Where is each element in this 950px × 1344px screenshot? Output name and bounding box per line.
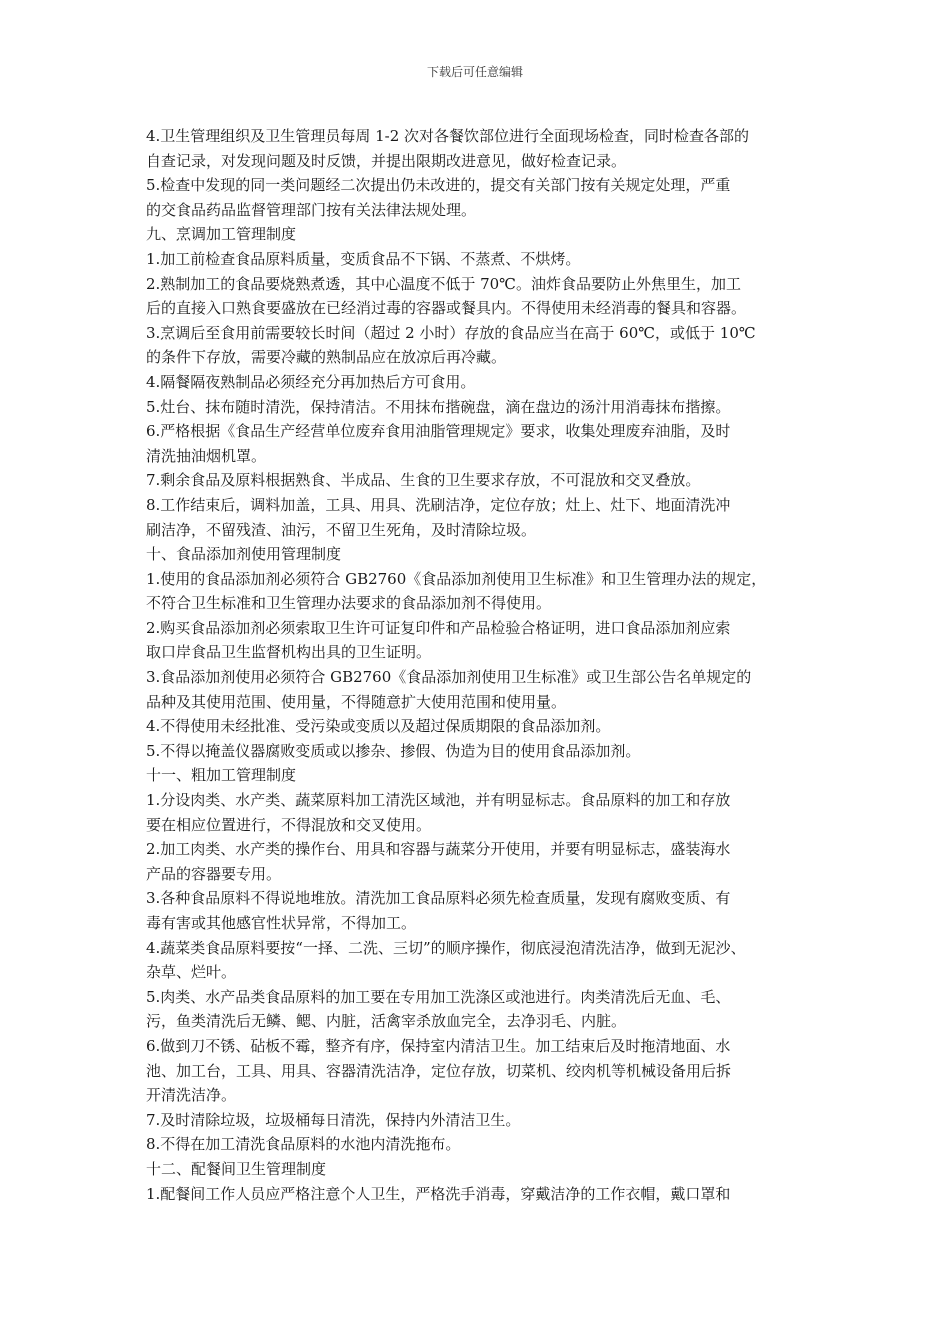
- text-line: 7.剩余食品及原料根据熟食、半成品、生食的卫生要求存放，不可混放和交叉叠放。: [146, 471, 701, 490]
- text-line: 6.严格根据《食品生产经营单位废弃食用油脂管理规定》要求，收集处理废弃油脂，及时: [146, 422, 731, 441]
- text-line: 的条件下存放，需要冷藏的熟制品应在放凉后再冷藏。: [146, 348, 507, 367]
- text-line: 1.使用的食品添加剂必须符合 GB2760《食品添加剂使用卫生标准》和卫生管理办法的规定，: [146, 569, 767, 588]
- text-line: 九、烹调加工管理制度: [146, 225, 297, 244]
- text-line: 4.蔬菜类食品原料要按“一择、二洗、三切”的顺序操作，彻底浸泡清洗洁净，做到无泥沙、: [146, 938, 746, 957]
- text-line: 5.灶台、抹布随时清洗，保持清洁。不用抹布揩碗盘，滴在盘边的汤汁用消毒抹布揩擦。: [146, 397, 731, 416]
- text-line: 1.加工前检查食品原料质量，变质食品不下锅、不蒸煮、不烘烤。: [146, 249, 581, 268]
- text-line: 品种及其使用范围、使用量，不得随意扩大使用范围和使用量。: [146, 692, 567, 711]
- text-line: 2.熟制加工的食品要烧熟煮透，其中心温度不低于 70℃。油炸食品要防止外焦里生，加工: [146, 274, 741, 293]
- page-header: 下载后可任意编辑: [426, 65, 523, 79]
- text-line: 不符合卫生标准和卫生管理办法要求的食品添加剂不得使用。: [146, 594, 552, 613]
- text-line: 后的直接入口熟食要盛放在已经消过毒的容器或餐具内。不得使用未经消毒的餐具和容器。: [146, 299, 747, 318]
- text-line: 7.及时清除垃圾，垃圾桶每日清洗，保持内外清洁卫生。: [146, 1110, 521, 1129]
- text-line: 清洗抽油烟机罩。: [146, 446, 267, 465]
- text-line: 3.食品添加剂使用必须符合 GB2760《食品添加剂使用卫生标准》或卫生部公告名单规定的: [146, 668, 752, 687]
- text-line: 刷洁净，不留残渣、油污，不留卫生死角，及时清除垃圾。: [146, 520, 537, 539]
- text-line: 5.检查中发现的同一类问题经二次提出仍未改进的，提交有关部门按有关规定处理，严重: [146, 176, 731, 195]
- text-line: 4.卫生管理组织及卫生管理员每周 1-2 次对各餐饮部位进行全面现场检查，同时检查各部的: [146, 127, 750, 145]
- text-line: 自查记录，对发现问题及时反馈，并提出限期改进意见，做好检查记录。: [146, 151, 627, 170]
- text-line: 8.不得在加工清洗食品原料的水池内清洗拖布。: [146, 1135, 461, 1154]
- text-line: 3.烹调后至食用前需要较长时间（超过 2 小时）存放的食品应当在高于 60℃，或低于 10℃: [146, 323, 756, 342]
- text-line: 取口岸食品卫生监督机构出具的卫生证明。: [146, 643, 432, 662]
- text-line: 4.不得使用未经批准、受污染或变质以及超过保质期限的食品添加剂。: [146, 717, 611, 736]
- text-line: 十一、粗加工管理制度: [146, 766, 297, 785]
- text-line: 污，鱼类清洗后无鳞、鳃、内脏，活禽宰杀放血完全，去净羽毛、内脏。: [146, 1012, 627, 1031]
- text-line: 3.各种食品原料不得说地堆放。清洗加工食品原料必须先检查质量，发现有腐败变质、有: [146, 889, 731, 908]
- text-line: 毒有害或其他感官性状异常，不得加工。: [146, 914, 417, 932]
- text-line: 1.配餐间工作人员应严格注意个人卫生，严格洗手消毒，穿戴洁净的工作衣帽，戴口罩和: [146, 1184, 731, 1203]
- text-line: 产品的容器要专用。: [146, 864, 282, 883]
- text-line: 的交食品药品监督管理部门按有关法律法规处理。: [146, 200, 477, 219]
- text-line: 5.肉类、水产品类食品原料的加工要在专用加工洗涤区或池进行。肉类清洗后无血、毛、: [146, 987, 731, 1006]
- text-line: 2.加工肉类、水产类的操作台、用具和容器与蔬菜分开使用，并要有明显标志，盛装海水: [146, 840, 731, 859]
- text-line: 十二、配餐间卫生管理制度: [146, 1159, 327, 1178]
- text-line: 要在相应位置进行，不得混放和交叉使用。: [146, 815, 432, 834]
- text-line: 开清洗洁净。: [146, 1086, 237, 1105]
- text-line: 5.不得以掩盖仪器腐败变质或以掺杂、掺假、伪造为目的使用食品添加剂。: [146, 741, 641, 760]
- text-line: 2.购买食品添加剂必须索取卫生许可证复印件和产品检验合格证明，进口食品添加剂应索: [146, 618, 731, 637]
- text-line: 池、加工台，工具、用具、容器清洗洁净，定位存放，切菜机、绞肉机等机械设备用后拆: [146, 1061, 732, 1080]
- text-line: 8.工作结束后，调料加盖，工具、用具、洗刷洁净，定位存放；灶上、灶下、地面清洗冲: [146, 495, 731, 514]
- text-line: 6.做到刀不锈、砧板不霉，整齐有序，保持室内清洁卫生。加工结束后及时拖清地面、水: [146, 1036, 731, 1055]
- text-line: 十、食品添加剂使用管理制度: [146, 545, 342, 564]
- text-line: 4.隔餐隔夜熟制品必须经充分再加热后方可食用。: [146, 372, 476, 391]
- text-line: 杂草、烂叶。: [146, 963, 237, 982]
- document-body: [146, 124, 818, 1206]
- text-line: 1.分设肉类、水产类、蔬菜原料加工清洗区域池，并有明显标志。食品原料的加工和存放: [146, 791, 731, 810]
